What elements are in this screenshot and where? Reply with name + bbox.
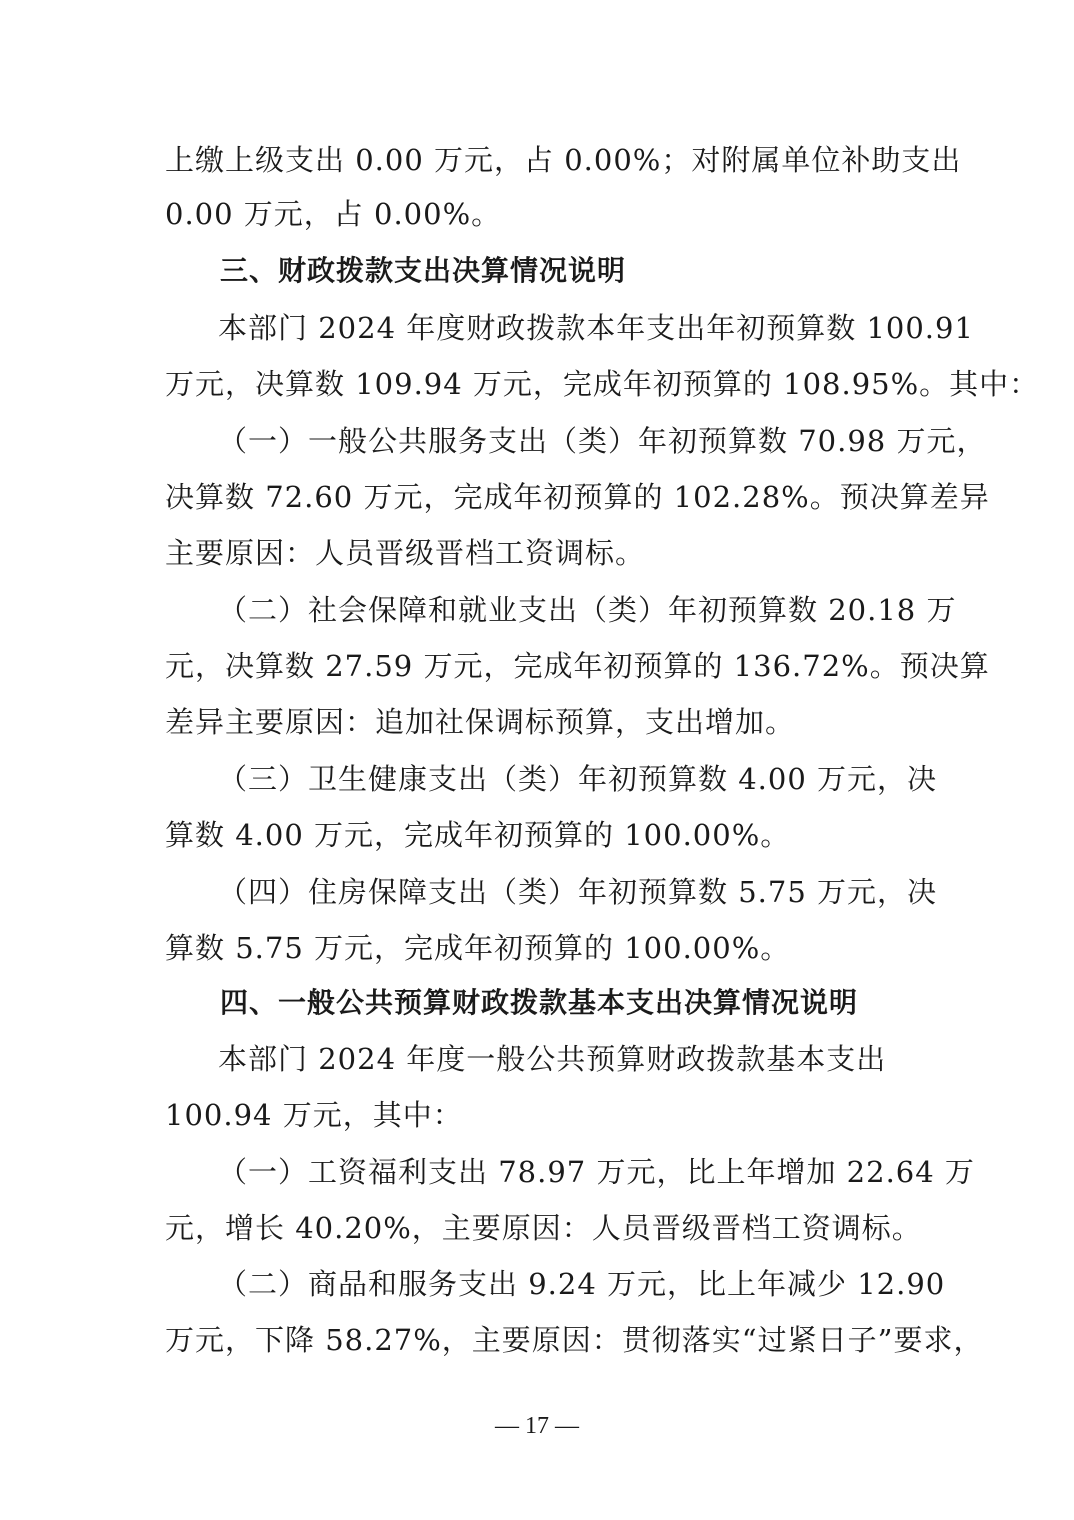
paragraph-line: 上缴上级支出 0.00 万元，占 0.00%；对附属单位补助支出 <box>165 143 962 177</box>
paragraph-line: （四）住房保障支出（类）年初预算数 5.75 万元，决 <box>218 875 938 909</box>
paragraph-line: 万元，下降 58.27%，主要原因：贯彻落实“过紧日子”要求， <box>165 1323 984 1357</box>
paragraph-line: 元，决算数 27.59 万元，完成年初预算的 136.72%。预决算 <box>165 649 990 683</box>
paragraph-line: 算数 4.00 万元，完成年初预算的 100.00%。 <box>165 818 791 852</box>
paragraph-line: 差异主要原因：追加社保调标预算，支出增加。 <box>165 705 796 739</box>
paragraph-line: 0.00 万元，占 0.00%。 <box>165 197 502 231</box>
paragraph-line: 主要原因：人员晋级晋档工资调标。 <box>165 536 646 570</box>
paragraph-line: 万元，决算数 109.94 万元，完成年初预算的 108.95%。其中： <box>165 367 1040 401</box>
paragraph-line: （一）一般公共服务支出（类）年初预算数 70.98 万元， <box>218 424 987 458</box>
paragraph-line: 算数 5.75 万元，完成年初预算的 100.00%。 <box>165 931 791 965</box>
paragraph-line: 本部门 2024 年度一般公共预算财政拨款基本支出 <box>218 1042 887 1076</box>
paragraph-line: 本部门 2024 年度财政拨款本年支出年初预算数 100.91 <box>218 311 974 345</box>
paragraph-line: 决算数 72.60 万元，完成年初预算的 102.28%。预决算差异 <box>165 480 990 514</box>
paragraph-line: 100.94 万元，其中： <box>165 1098 463 1132</box>
paragraph-line: （一）工资福利支出 78.97 万元，比上年增加 22.64 万 <box>218 1155 975 1189</box>
paragraph-line: （二）商品和服务支出 9.24 万元，比上年减少 12.90 <box>218 1267 946 1301</box>
page-number: — 17 — <box>495 1413 579 1439</box>
section-heading-3: 三、财政拨款支出决算情况说明 <box>220 254 627 287</box>
paragraph-line: （二）社会保障和就业支出（类）年初预算数 20.18 万 <box>218 593 957 627</box>
section-heading-4: 四、一般公共预算财政拨款基本支出决算情况说明 <box>220 986 859 1019</box>
paragraph-line: （三）卫生健康支出（类）年初预算数 4.00 万元，决 <box>218 762 938 796</box>
paragraph-line: 元，增长 40.20%，主要原因：人员晋级晋档工资调标。 <box>165 1211 922 1245</box>
